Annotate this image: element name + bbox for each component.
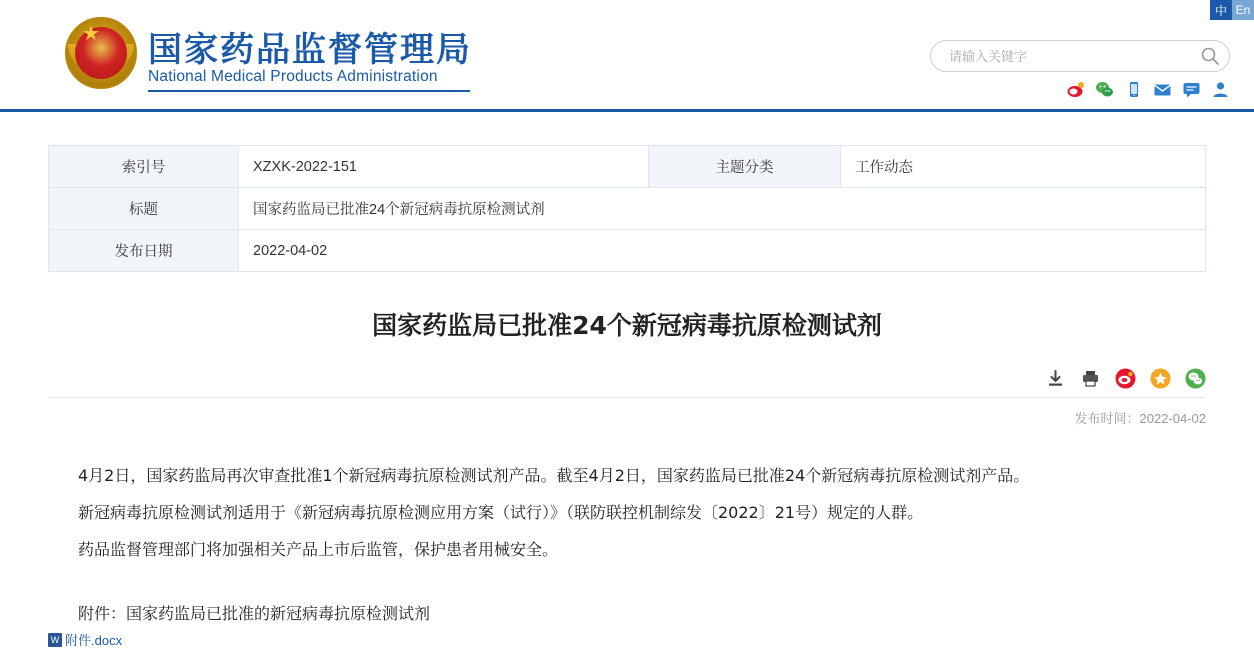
social-icon-row[interactable]	[1066, 80, 1230, 99]
meta-value-date: 2022-04-02	[239, 230, 1206, 272]
org-title-zh: 国家药品监督管理局	[148, 30, 472, 70]
article-body	[78, 461, 1176, 565]
search-input[interactable]	[947, 41, 1191, 71]
message-icon[interactable]	[1182, 80, 1201, 99]
meta-value-title: 国家药监局已批准24个新冠病毒抗原检测试剂	[239, 188, 1206, 230]
search-icon[interactable]	[1199, 45, 1221, 67]
lang-en-button[interactable]: En	[1232, 0, 1254, 20]
publish-time: 发布时间：2022-04-02	[1074, 411, 1206, 426]
meta-label-category: 主题分类	[649, 146, 841, 188]
meta-value-index: XZXK-2022-151	[239, 146, 649, 188]
table-row	[49, 146, 1206, 188]
mobile-icon[interactable]	[1124, 80, 1143, 99]
weibo-share-icon[interactable]	[1115, 368, 1136, 389]
article-paragraph: 药品监督管理部门将加强相关产品上市后监管，保护患者用械安全。	[78, 540, 559, 559]
title-divider	[148, 90, 470, 92]
language-switcher[interactable]	[1210, 0, 1254, 20]
page-title: 国家药监局已批准24个新冠病毒抗原检测试剂	[372, 311, 882, 340]
attachment-title: 附件：国家药监局已批准的新冠病毒抗原检测试剂	[78, 604, 431, 623]
article-paragraph: 4月2日，国家药监局再次审查批准1个新冠病毒抗原检测试剂产品。截至4月2日，国家药监局已批准24个新冠病毒抗原检测试剂产品。	[78, 466, 1030, 485]
print-icon[interactable]	[1080, 368, 1101, 389]
meta-label-date: 发布日期	[49, 230, 239, 272]
metadata-table	[48, 145, 1206, 272]
mail-icon[interactable]	[1153, 80, 1172, 99]
table-row	[49, 230, 1206, 272]
site-header	[0, 0, 1254, 112]
search-box[interactable]	[930, 40, 1230, 72]
meta-value-category: 工作动态	[841, 146, 1206, 188]
word-document-icon: W	[48, 633, 62, 647]
national-emblem-logo	[62, 14, 140, 92]
article-paragraph: 新冠病毒抗原检测试剂适用于《新冠病毒抗原检测应用方案（试行）》（联防联控机制综发〔2022〕21号）规定的人群。	[78, 503, 924, 522]
favorite-icon[interactable]	[1150, 368, 1171, 389]
meta-label-title: 标题	[49, 188, 239, 230]
wechat-icon[interactable]	[1095, 80, 1114, 99]
meta-label-index: 索引号	[49, 146, 239, 188]
weibo-icon[interactable]	[1066, 80, 1085, 99]
table-row	[49, 188, 1206, 230]
wechat-share-icon[interactable]	[1185, 368, 1206, 389]
org-title-en: National Medical Products Administration	[148, 68, 438, 85]
download-icon[interactable]	[1045, 368, 1066, 389]
user-icon[interactable]	[1211, 80, 1230, 99]
article-content	[0, 145, 1254, 649]
lang-cn-button[interactable]: 中	[1210, 0, 1232, 20]
article-toolbar[interactable]	[48, 368, 1206, 398]
attachment-file-link[interactable]: 附件.docx	[65, 633, 123, 648]
attachment-link-row[interactable]	[48, 630, 1254, 649]
